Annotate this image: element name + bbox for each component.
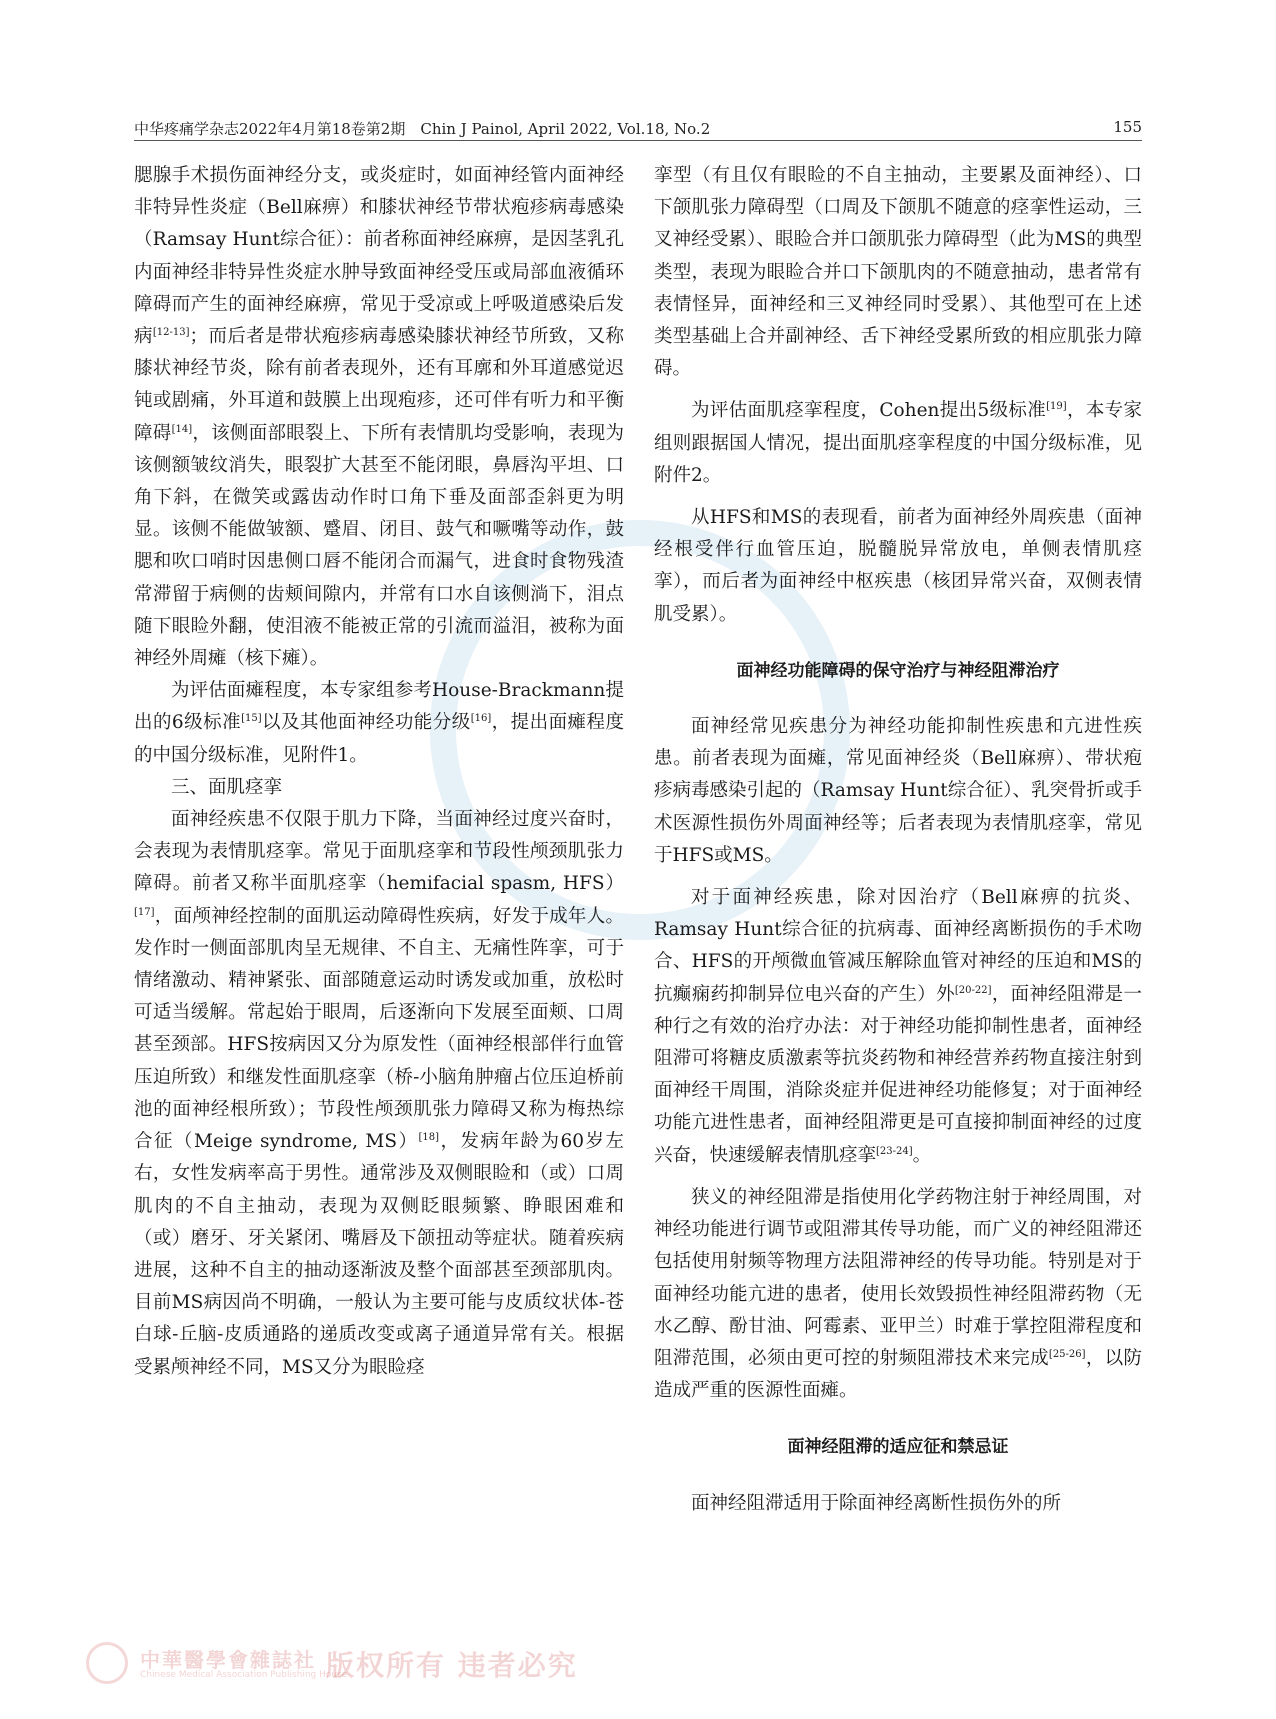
citation[interactable]: [20-22] <box>954 984 992 996</box>
left-column <box>134 160 624 1384</box>
section-heading: 三、面肌痉挛 <box>171 776 283 798</box>
citation[interactable]: [12-13] <box>152 327 190 339</box>
publisher-name: 中華醫學會雜誌社 <box>140 1648 316 1672</box>
paragraph: 对于面神经疾患，除对因治疗（Bell麻痹的抗炎、Ramsay Hunt综合征的抗病毒、面神经离断损伤的手术吻合、HFS的开颅微血管减压解除血管对神经的压迫和MS的抗癫痫药抑制异位电兴奋的产生）外[20-22]，面神经阻滞是一种行之有效的治疗办法：对于神经功能抑制性患者，面神经阻滞可将糖皮质激素等抗炎药物和神经营养药物直接注射到面神经干周围，消除炎症并促进神经功能修复；对于面神经功能亢进性患者，面神经阻滞更是可直接抑制面神经的过度兴奋，快速缓解表情肌痉挛[23-24]。 <box>654 887 1142 1166</box>
page-number: 155 <box>1113 118 1142 136</box>
running-header <box>134 114 1142 141</box>
citation[interactable]: [23-24] <box>876 1145 913 1157</box>
publisher-seal-icon <box>86 1642 128 1684</box>
journal-citation: 中华疼痛学杂志2022年4月第18卷第2期 Chin J Painol, April 2022, Vol.18, No.2 <box>134 120 711 138</box>
paragraph: 腮腺手术损伤面神经分支，或炎症时，如面神经管内面神经非特异性炎症（Bell麻痹）和膝状神经节带状疱疹病毒感染（Ramsay Hunt综合征）：前者称面神经麻痹，是因茎乳孔内面神经非特异性炎症水肿导致面神经受压或局部血液循环障碍而产生的面神经麻痹，常见于受凉或上呼吸道感染后发病[12-13]；而后者是带状疱疹病毒感染膝状神经节所致，又称膝状神经节炎，除有前者表现外，还有耳廓和外耳道感觉迟钝或剧痛，外耳道和鼓膜上出现疱疹，还可伴有听力和平衡障碍[14]，该侧面部眼裂上、下所有表情肌均受影响，表现为该侧额皱纹消失，眼裂扩大甚至不能闭眼，鼻唇沟平坦、口角下斜，在微笑或露齿动作时口角下垂及面部歪斜更为明显。该侧不能做皱额、蹙眉、闭目、鼓气和噘嘴等动作，鼓腮和吹口哨时因患侧口唇不能闭合而漏气，进食时食物残渣常滞留于病侧的齿颊间隙内，并常有口水自该侧淌下，泪点随下眼睑外翻，使泪液不能被正常的引流而溢泪，被称为面神经外周瘫（核下瘫）。 <box>134 165 624 670</box>
paragraph: 为评估面瘫程度，本专家组参考House-Brackmann提出的6级标准[15]以及其他面神经功能分级[16]，提出面瘫程度的中国分级标准，见附件1。 <box>134 680 624 766</box>
paragraph: 狭义的神经阻滞是指使用化学药物注射于神经周围，对神经功能进行调节或阻滞其传导功能，而广义的神经阻滞还包括使用射频等物理方法阻滞神经的传导功能。特别是对于面神经功能亢进的患者，使用长效毁损性神经阻滞药物（无水乙醇、酚甘油、阿霉素、亚甲兰）时难于掌控阻滞程度和阻滞范围，必须由更可控的射频阻滞技术来完成[25-26]，以防造成严重的医源性面瘫。 <box>654 1186 1142 1402</box>
section-heading: 面神经功能障碍的保守治疗与神经阻滞治疗 <box>736 660 1060 681</box>
publisher-watermark <box>86 1640 646 1690</box>
paragraph: 从HFS和MS的表现看，前者为面神经外周疾患（面神经根受伴行血管压迫，脱髓脱异常放电，单侧表情肌痉挛），而后者为面神经中枢疾患（核团异常兴奋，双侧表情肌受累）。 <box>654 507 1142 625</box>
section-heading: 面神经阻滞的适应征和禁忌证 <box>787 1437 1009 1458</box>
paragraph: 为评估面肌痉挛程度，Cohen提出5级标准[19]，本专家组则跟据国人情况，提出面肌痉挛程度的中国分级标准，见附件2。 <box>654 400 1142 486</box>
paragraph: 挛型（有且仅有眼睑的不自主抽动，主要累及面神经）、口下颌肌张力障碍型（口周及下颌肌不随意的痉挛性运动，三叉神经受累）、眼睑合并口颌肌张力障碍型（此为MS的典型类型，表现为眼睑合并口下颌肌肉的不随意抽动，患者常有表情怪异，面神经和三叉神经同时受累）、其他型可在上述类型基础上合并副神经、舌下神经受累所致的相应肌张力障碍。 <box>654 165 1142 380</box>
citation[interactable]: [16] <box>470 713 492 725</box>
citation[interactable]: [15] <box>241 713 262 725</box>
citation[interactable]: [18] <box>418 1132 440 1144</box>
citation[interactable]: [19] <box>1046 401 1067 413</box>
paragraph: 面神经常见疾患分为神经功能抑制性疾患和亢进性疾患。前者表现为面瘫，常见面神经炎（Bell麻痹）、带状疱疹病毒感染引起的（Ramsay Hunt综合征）、乳突骨折或手术医源性损伤外周面神经等；后者表现为表情肌痉挛，常见于HFS或MS。 <box>654 716 1142 866</box>
citation[interactable]: [25-26] <box>1048 1348 1086 1360</box>
paragraph: 面神经阻滞适用于除面神经离断性损伤外的所 <box>691 1492 1062 1514</box>
citation[interactable]: [17] <box>134 906 155 918</box>
paragraph: 面神经疾患不仅限于肌力下降，当面神经过度兴奋时，会表现为表情肌痉挛。常见于面肌痉挛和节段性颅颈肌张力障碍。前者又称半面肌痉挛（hemifacial spasm, HFS）[17]，面颅神经控制的面肌运动障碍性疾病，好发于成年人。发作时一侧面部肌肉呈无规律、不自主、无痛性阵挛，可于情绪激动、精神紧张、面部随意运动时诱发或加重，放松时可适当缓解。常起始于眼周，后逐渐向下发展至面颊、口周甚至颈部。HFS按病因又分为原发性（面神经根部伴行血管压迫所致）和继发性面肌痉挛（桥-小脑角肿瘤占位压迫桥前池的面神经根所致）；节段性颅颈肌张力障碍又称为梅热综合征（Meige syndrome, MS）[18]，发病年龄为60岁左右，女性发病率高于男性。通常涉及双侧眼睑和（或）口周肌肉的不自主抽动，表现为双侧眨眼频繁、睁眼困难和（或）磨牙、牙关紧闭、嘴唇及下颌扭动等症状。随着疾病进展，这种不自主的抽动逐渐波及整个面部甚至颈部肌肉。目前MS病因尚不明确，一般认为主要可能与皮质纹状体-苍白球-丘脑-皮质通路的递质改变或离子通道异常有关。根据受累颅神经不同，MS又分为眼睑痉 <box>134 809 624 1378</box>
citation[interactable]: [14] <box>171 423 193 435</box>
copyright-notice: 版权所有 违者必究 <box>326 1649 578 1682</box>
right-column <box>654 160 1142 1520</box>
publisher-name-en: Chinese Medical Association Publishing House <box>140 1670 348 1680</box>
